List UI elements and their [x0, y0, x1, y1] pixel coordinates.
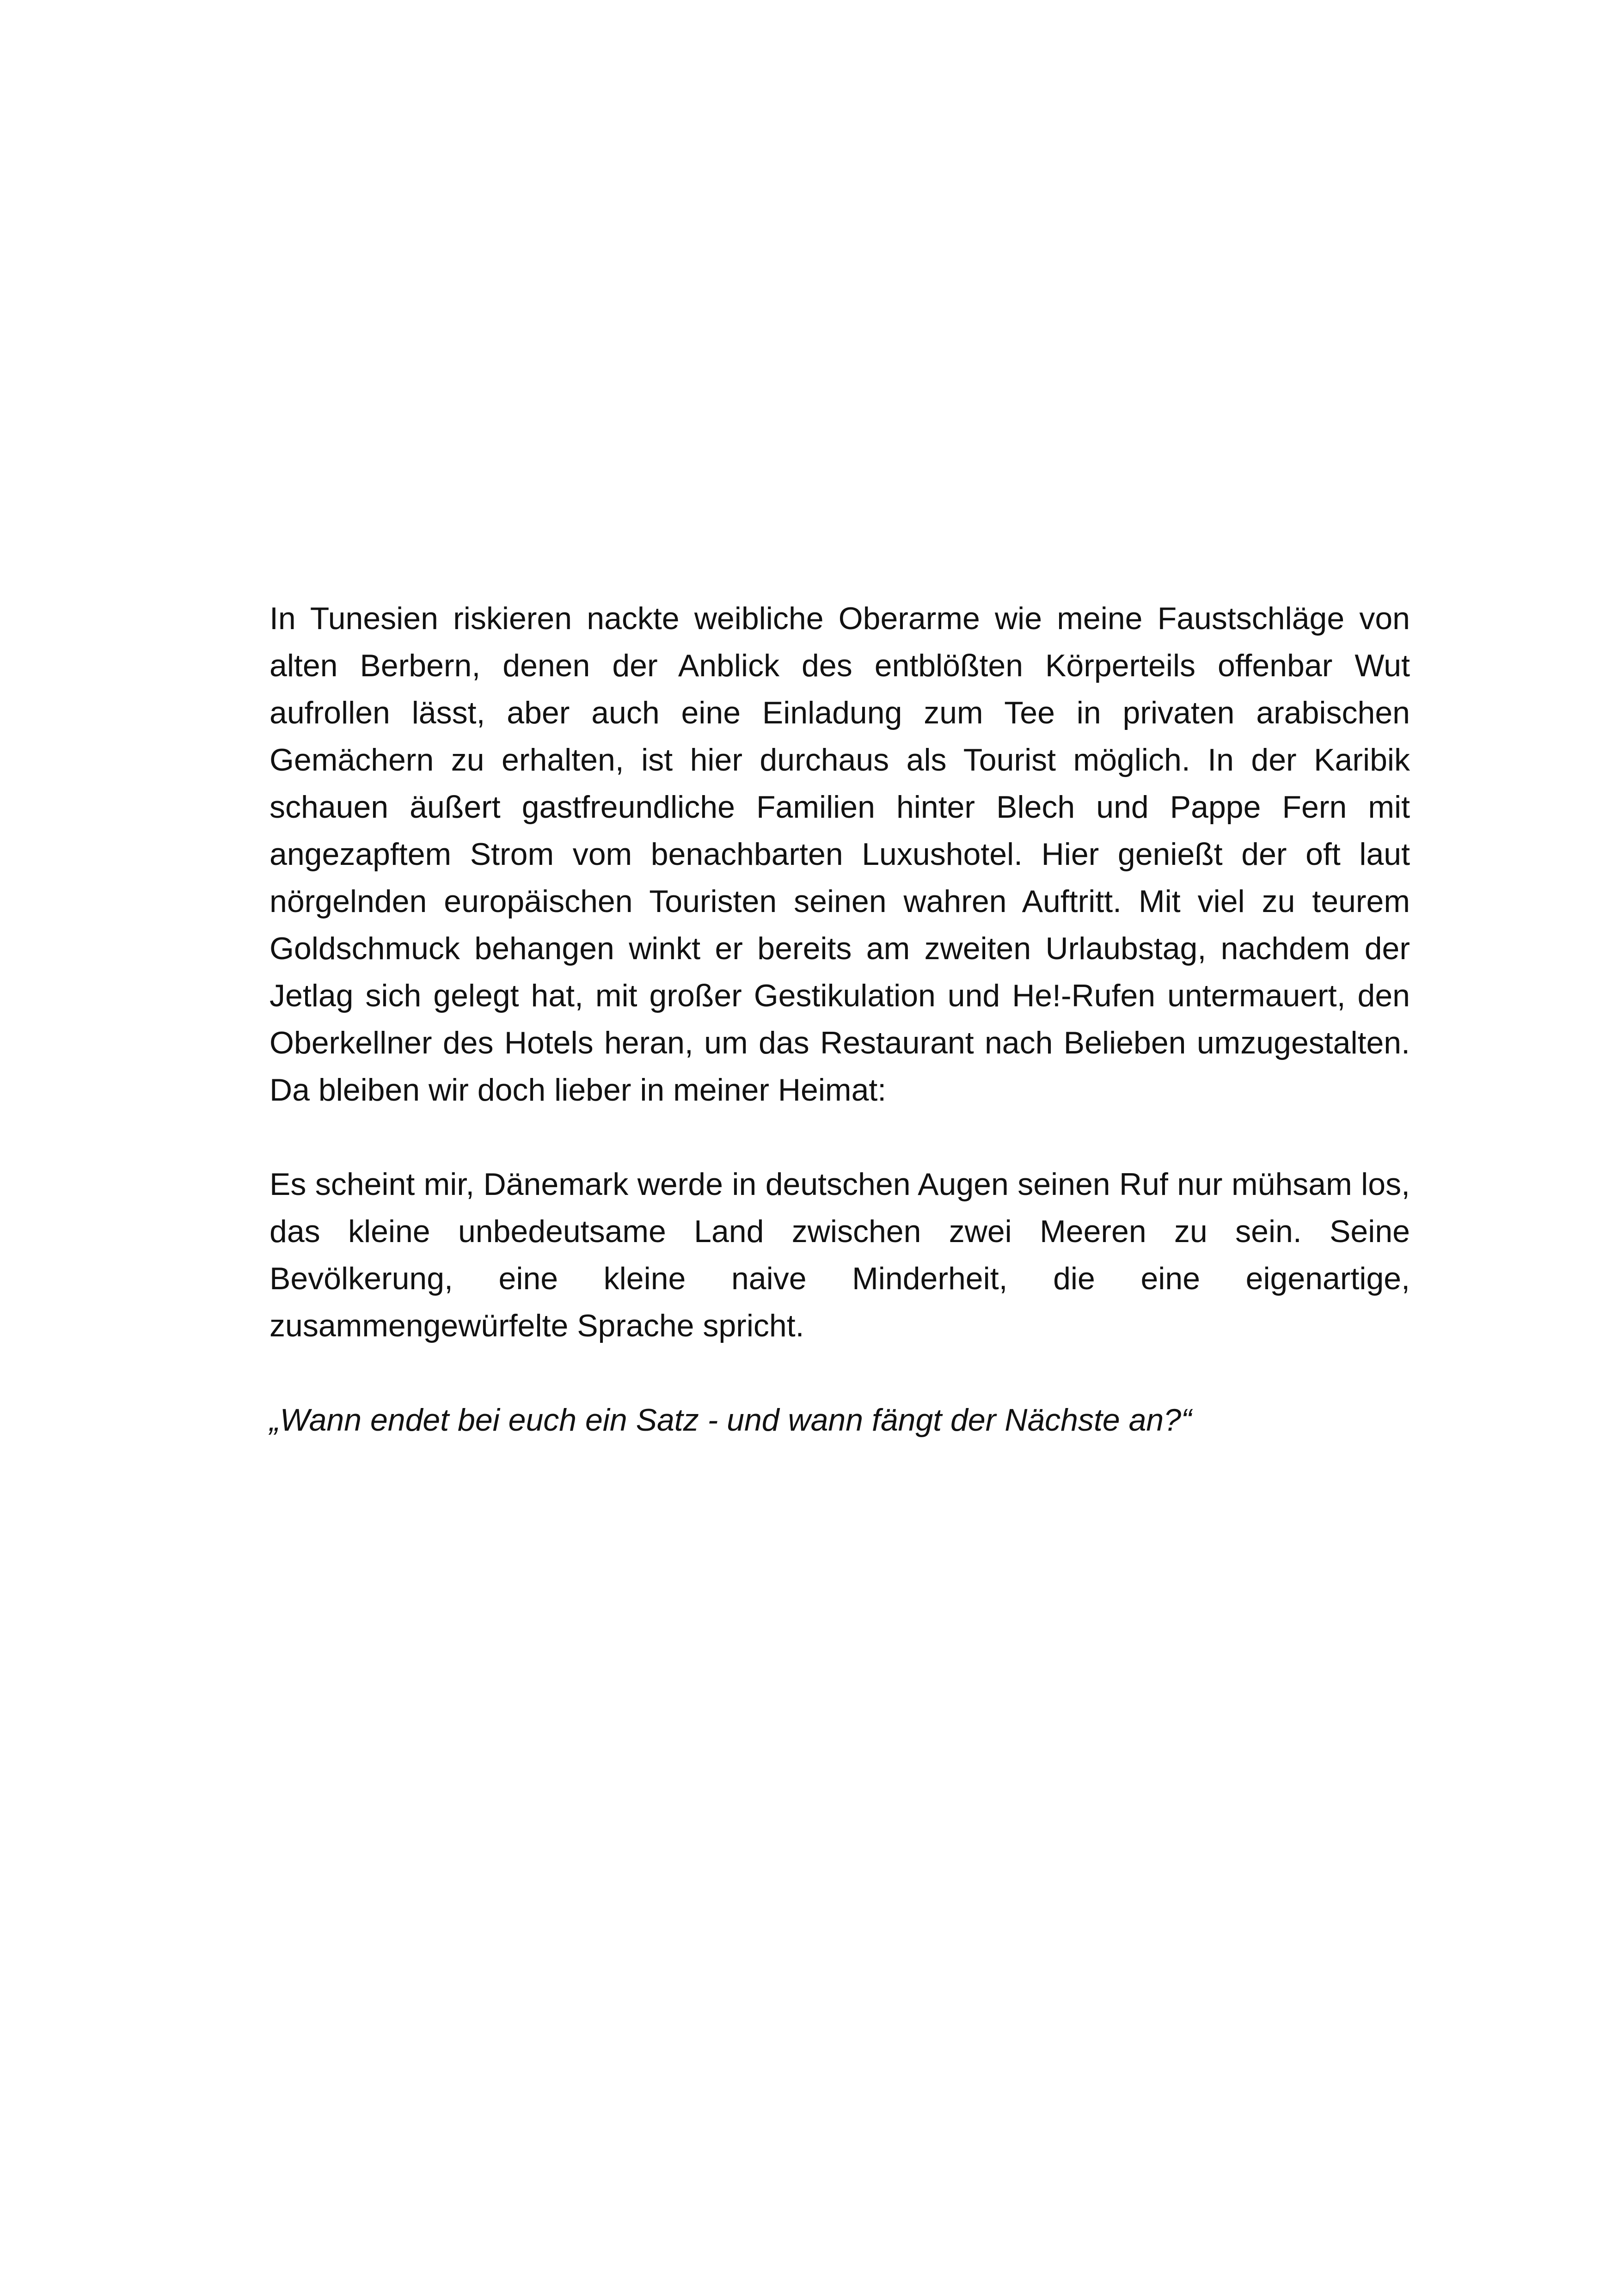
paragraph-tunesien-karibik: In Tunesien riskieren nackte weibliche Oberarme wie meine Faustschläge von alten Berbern, denen der Anblick des entblößten Körperteils offenbar Wut aufrollen lässt, aber auch eine Einladung zum Tee in privaten arabischen Gemächern zu erhalten, ist hier durchaus als Tourist möglich. In der Karibik schauen äußert gastfreundliche Familien hinter Blech und Pappe Fern mit angezapftem Strom vom benachbarten Luxushotel. Hier genießt der oft laut nörgelnden europäischen Touristen seinen wahren Auftritt. Mit viel zu teurem Goldschmuck behangen winkt er bereits am zweiten Urlaubstag, nachdem der Jetlag sich gelegt hat, mit großer Gestikulation und He!-Rufen untermauert, den Oberkellner des Hotels heran, um das Restaurant nach Belieben umzugestalten. Da bleiben wir doch lieber in meiner Heimat: [270, 601, 1410, 1108]
italic-quote: „Wann endet bei euch ein Satz - und wann fängt der Nächste an?“ [270, 1402, 1192, 1438]
paragraph-daenemark: Es scheint mir, Dänemark werde in deutschen Augen seinen Ruf nur mühsam los, das kleine unbedeutsame Land zwischen zwei Meeren zu sein. Seine Bevölkerung, eine kleine naive Minderheit, die eine eigenartige, zusammengewürfelte Sprache spricht. [270, 1167, 1410, 1343]
text-body [270, 595, 1410, 1444]
